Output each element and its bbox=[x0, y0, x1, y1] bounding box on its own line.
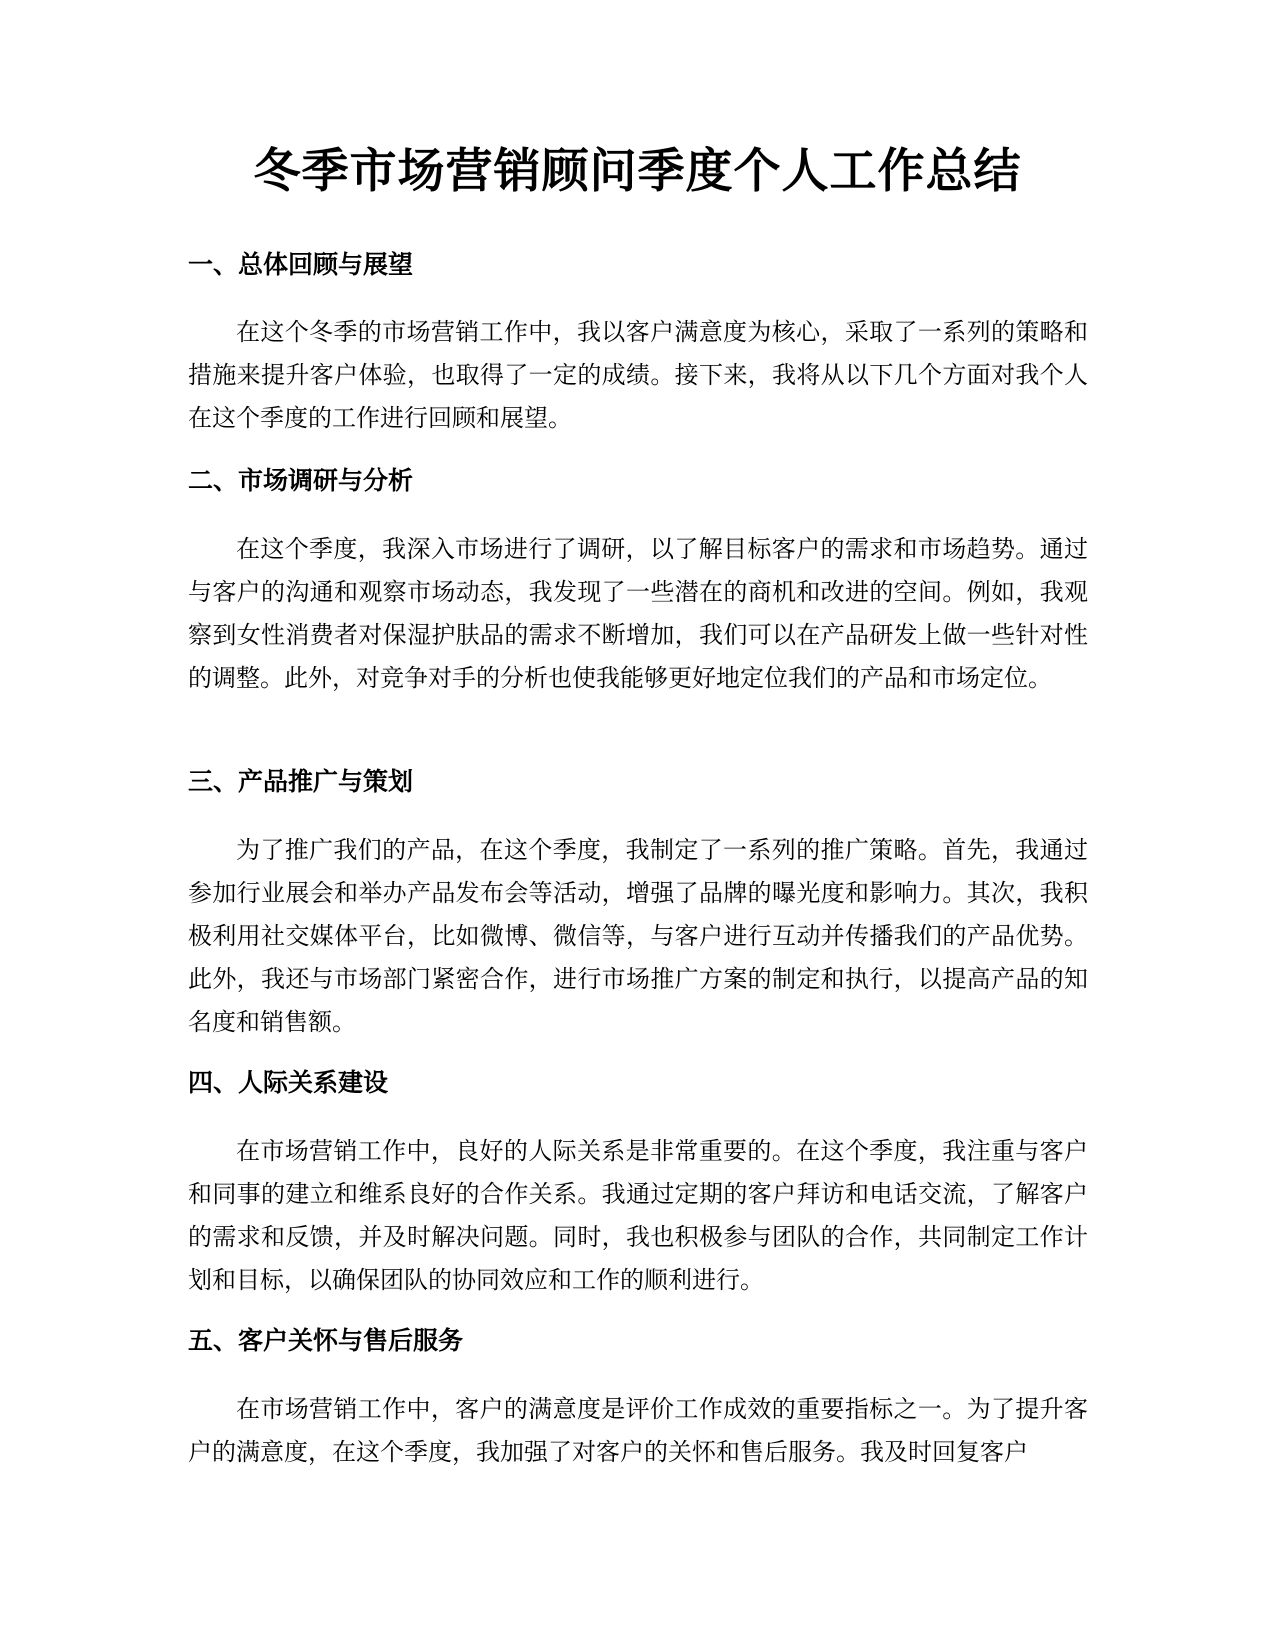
section-paragraph: 为了推广我们的产品，在这个季度，我制定了一系列的推广策略。首先，我通过参加行业展会和举办产品发布会等活动，增强了品牌的曝光度和影响力。其次，我积极利用社交媒体平台，比如微博、微信等，与客户进行互动并传播我们的产品优势。此外，我还与市场部门紧密合作，进行市场推广方案的制定和执行，以提高产品的知名度和销售额。 bbox=[188, 836, 1088, 1036]
section-relationships bbox=[188, 1065, 1088, 1302]
section-overview bbox=[188, 247, 1088, 440]
section-paragraph: 在这个季度，我深入市场进行了调研，以了解目标客户的需求和市场趋势。通过与客户的沟通和观察市场动态，我发现了一些潜在的商机和改进的空间。例如，我观察到女性消费者对保湿护肤品的需求不断增加，我们可以在产品研发上做一些针对性的调整。此外，对竞争对手的分析也使我能够更好地定位我们的产品和市场定位。 bbox=[188, 535, 1088, 692]
section-paragraph: 在市场营销工作中，客户的满意度是评价工作成效的重要指标之一。为了提升客户的满意度，在这个季度，我加强了对客户的关怀和售后服务。我及时回复客户 bbox=[188, 1395, 1088, 1466]
section-heading: 三、产品推广与策划 bbox=[188, 767, 414, 796]
section-market-research bbox=[188, 463, 1088, 700]
section-heading: 二、市场调研与分析 bbox=[188, 466, 414, 495]
section-heading: 五、客户关怀与售后服务 bbox=[188, 1326, 464, 1355]
section-paragraph: 在市场营销工作中，良好的人际关系是非常重要的。在这个季度，我注重与客户和同事的建立和维系良好的合作关系。我通过定期的客户拜访和电话交流，了解客户的需求和反馈，并及时解决问题。同时，我也积极参与团队的合作，共同制定工作计划和目标，以确保团队的协同效应和工作的顺利进行。 bbox=[188, 1137, 1088, 1294]
section-paragraph: 在这个冬季的市场营销工作中，我以客户满意度为核心，采取了一系列的策略和措施来提升客户体验，也取得了一定的成绩。接下来，我将从以下几个方面对我个人在这个季度的工作进行回顾和展望。 bbox=[188, 318, 1088, 432]
section-product-promotion bbox=[188, 764, 1088, 1044]
section-heading: 一、总体回顾与展望 bbox=[188, 250, 414, 279]
document-title: 冬季市场营销顾问季度个人工作总结 bbox=[253, 144, 1022, 199]
section-customer-care bbox=[188, 1323, 1088, 1474]
section-heading: 四、人际关系建设 bbox=[188, 1068, 389, 1097]
